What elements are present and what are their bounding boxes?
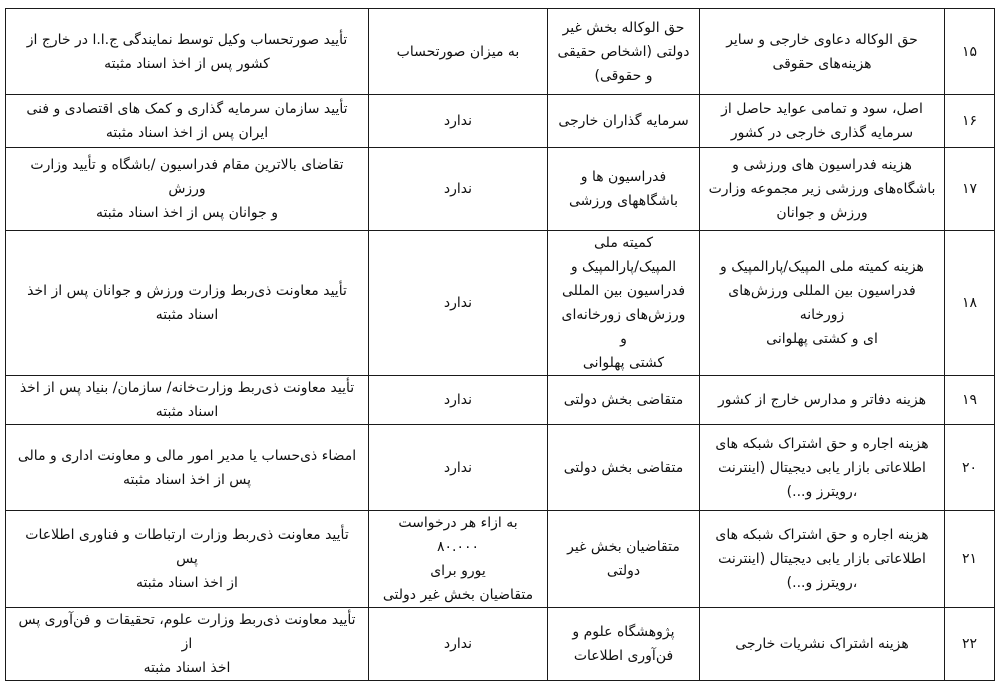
amount-cell (369, 148, 548, 231)
title-text-line: فدراسیون بین المللی ورزش‌های زورخانه (728, 283, 916, 323)
row-number-cell (945, 608, 995, 681)
applicant-text-line: کمیته ملی (594, 235, 653, 251)
applicant-cell (548, 95, 700, 148)
documents-text-line: کشور پس از اخذ اسناد مثبته (104, 55, 270, 72)
amount-text-line: یورو برای (430, 563, 486, 579)
row-number: ۲۲ (961, 636, 978, 652)
documents-text-line: تأیید سازمان سرمایه گذاری و کمک های اقتصادی و فنی (26, 101, 348, 117)
table-row (6, 9, 995, 95)
amount-cell (369, 376, 548, 425)
documents-text-line: تأیید معاونت ذی‌ربط وزارت ورزش و جوانان پس از اخذ (27, 283, 347, 299)
expense-title-cell (700, 148, 945, 231)
title-text-line: هزینه فدراسیون های ورزشی و (732, 157, 912, 173)
title-text-line: اطلاعاتی بازار یابی دیجیتال (اینترنت (718, 459, 926, 476)
documents-text-line: اسناد مثبته (155, 404, 219, 420)
documents-text-line: امضاء ذی‌حساب یا مدیر امور مالی و معاونت اداری و مالی (17, 447, 357, 464)
documents-text-line: تأیید معاونت ذی‌ربط وزارت ارتباطات و فناوری اطلاعات پس (25, 527, 349, 567)
row-number: ۲۰ (961, 459, 978, 476)
row-number: ۱۷ (961, 181, 978, 197)
table-row (6, 608, 995, 681)
documents-text-line: و جوانان پس از اخذ اسناد مثبته (96, 205, 278, 221)
title-text-line: ،رویترز و...) (786, 483, 858, 500)
title-text-line: باشگاه‌های ورزشی زیر مجموعه وزارت (708, 181, 936, 197)
applicant-text-line: فدراسیون بین المللی (561, 283, 686, 299)
applicant-text-line: دولتی (اشخاص حقیقی (557, 43, 690, 60)
table-row (6, 376, 995, 425)
documents-text-line: پس از اخذ اسناد مثبته (122, 471, 252, 488)
row-number-cell (945, 376, 995, 425)
row-number: ۱۵ (961, 43, 978, 60)
title-text-line: ای و کشتی پهلوانی (766, 331, 878, 347)
applicant-text-line: متقاضی بخش دولتی (563, 392, 684, 408)
title-text-line: اطلاعاتی بازار یابی دیجیتال (اینترنت (718, 551, 926, 567)
table-row (6, 148, 995, 231)
title-text-line: سرمایه گذاری خارجی در کشور (730, 125, 914, 141)
required-documents-cell (6, 425, 369, 511)
required-documents-cell (6, 148, 369, 231)
applicant-text-line: کشتی پهلوانی (582, 355, 665, 371)
row-number-cell (945, 95, 995, 148)
row-number: ۱۹ (961, 392, 978, 408)
amount-text-line: ندارد (443, 392, 473, 408)
applicant-cell (548, 148, 700, 231)
amount-cell (369, 95, 548, 148)
table-row (6, 511, 995, 608)
documents-text-line: تأیید صورتحساب وکیل توسط نمایندگی ج.ا.ا در خارج از (26, 31, 348, 48)
applicant-text-line: حق الوکاله بخش غیر (562, 19, 685, 36)
amount-text-line: به ازاء هر درخواست ۸۰.۰۰۰ (398, 515, 518, 555)
title-text-line: هزینه دفاتر و مدارس خارج از کشور (717, 392, 927, 408)
applicant-text-line: فن‌آوری اطلاعات (573, 648, 674, 664)
amount-cell (369, 608, 548, 681)
amount-text-line: ندارد (443, 459, 473, 476)
amount-cell (369, 231, 548, 376)
row-number-cell (945, 9, 995, 95)
applicant-text-line: المپیک/پارالمپیک و (570, 259, 677, 275)
applicant-cell (548, 9, 700, 95)
applicant-cell (548, 376, 700, 425)
documents-text-line: از اخذ اسناد مثبته (136, 575, 238, 591)
expense-title-cell (700, 511, 945, 608)
applicant-cell (548, 608, 700, 681)
required-documents-cell (6, 608, 369, 681)
applicant-text-line: ورزش‌های زورخانه‌ای و (561, 307, 686, 347)
title-text-line: ورزش و جوانان (776, 205, 868, 221)
expense-title-cell (700, 608, 945, 681)
table-row (6, 231, 995, 376)
row-number-cell (945, 231, 995, 376)
amount-text-line: ندارد (443, 295, 473, 311)
row-number: ۱۸ (961, 295, 978, 311)
currency-allocation-table (5, 8, 995, 681)
title-text-line: هزینه اجاره و حق اشتراک شبکه های (715, 527, 929, 543)
amount-text-line: ندارد (443, 636, 473, 652)
applicant-cell (548, 511, 700, 608)
row-number-cell (945, 148, 995, 231)
applicant-text-line: باشگاههای ورزشی (568, 193, 679, 209)
table-row (6, 95, 995, 148)
row-number: ۲۱ (961, 551, 978, 567)
title-text-line: هزینه کمیته ملی المپیک/پارالمپیک و (720, 259, 924, 275)
expense-title-cell (700, 376, 945, 425)
title-text-line: هزینه اجاره و حق اشتراک شبکه های (715, 435, 929, 452)
applicant-cell (548, 425, 700, 511)
applicant-text-line: متقاضیان بخش غیر (567, 539, 680, 555)
documents-text-line: تأیید معاونت ذی‌ربط وزارت علوم، تحقیقات و فن‌آوری پس از (18, 612, 356, 652)
documents-text-line: تقاضای بالاترین مقام فدراسیون /باشگاه و تأیید وزارت ورزش (30, 157, 344, 197)
required-documents-cell (6, 511, 369, 608)
applicant-text-line: پژوهشگاه علوم و (572, 624, 675, 640)
row-number: ۱۶ (961, 113, 978, 129)
expense-title-cell (700, 231, 945, 376)
required-documents-cell (6, 231, 369, 376)
title-text-line: حق الوکاله دعاوی خارجی و سایر (726, 31, 918, 48)
title-text-line: هزینه‌های حقوقی (772, 55, 872, 72)
row-number-cell (945, 511, 995, 608)
applicant-text-line: و حقوقی) (594, 67, 653, 84)
row-number-cell (945, 425, 995, 511)
applicant-text-line: فدراسیون ها و (580, 169, 667, 185)
required-documents-cell (6, 376, 369, 425)
documents-text-line: اخذ اسناد مثبته (143, 660, 231, 676)
applicant-text-line: دولتی (606, 563, 641, 579)
applicant-text-line: سرمایه گذاران خارجی (558, 113, 689, 129)
applicant-text-line: متقاضی بخش دولتی (563, 459, 684, 476)
amount-text-line: متقاضیان بخش غیر دولتی (382, 587, 534, 603)
amount-cell (369, 425, 548, 511)
documents-text-line: اسناد مثبته (155, 307, 219, 323)
required-documents-cell (6, 95, 369, 148)
amount-text-line: به میزان صورتحساب (396, 43, 520, 60)
table-row (6, 425, 995, 511)
expense-title-cell (700, 425, 945, 511)
amount-cell (369, 511, 548, 608)
documents-text-line: تأیید معاونت ذی‌ربط وزارت‌خانه/ سازمان/ بنیاد پس از اخذ (19, 380, 355, 396)
amount-cell (369, 9, 548, 95)
title-text-line: هزینه اشتراک نشریات خارجی (735, 636, 909, 652)
amount-text-line: ندارد (443, 113, 473, 129)
expense-title-cell (700, 9, 945, 95)
applicant-cell (548, 231, 700, 376)
documents-text-line: ایران پس از اخذ اسناد مثبته (105, 125, 269, 141)
expense-title-cell (700, 95, 945, 148)
title-text-line: ،رویترز و...) (786, 575, 858, 591)
title-text-line: اصل، سود و تمامی عواید حاصل از (721, 101, 923, 117)
amount-text-line: ندارد (443, 181, 473, 197)
required-documents-cell (6, 9, 369, 95)
table-body (6, 9, 995, 681)
